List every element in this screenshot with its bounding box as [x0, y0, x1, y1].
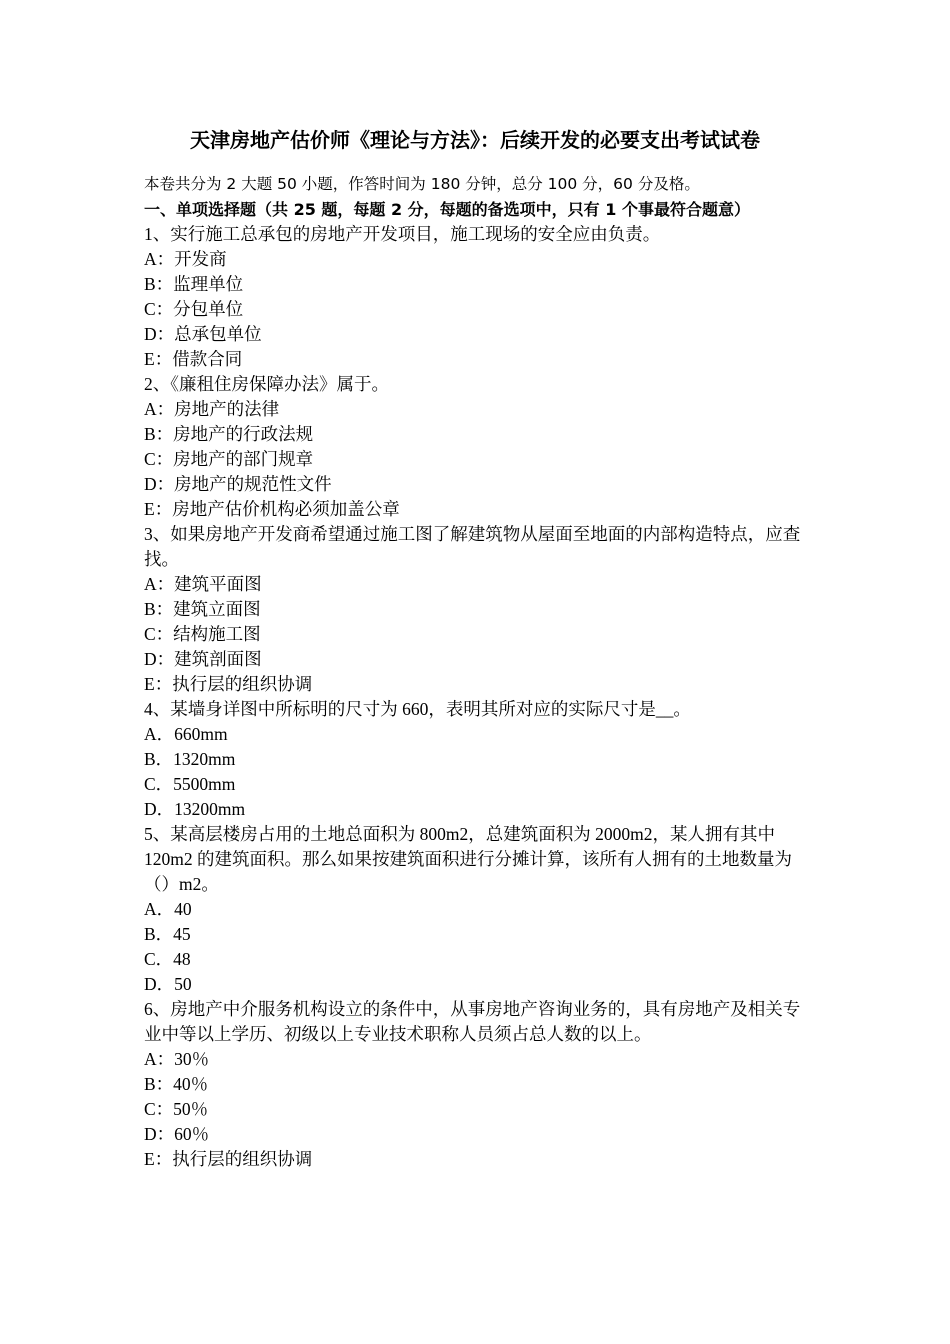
answer-option: C：房地产的部门规章: [144, 449, 314, 469]
answer-option: D．50: [144, 974, 192, 994]
question-stem: 2、《廉租住房保障办法》属于。: [144, 374, 389, 394]
answer-option: A：房地产的法律: [144, 399, 280, 419]
question-block: [144, 222, 812, 372]
section-heading: 一、单项选择题（共 25 题，每题 2 分，每题的备选项中，只有 1 个事最符合题意）: [144, 200, 750, 219]
question-stem: 4、某墙身详图中所标明的尺寸为 660，表明其所对应的实际尺寸是__。: [144, 699, 691, 719]
answer-option: B：40％: [144, 1074, 209, 1094]
question-stem: 3、如果房地产开发商希望通过施工图了解建筑物从屋面至地面的内部构造特点，应查找。: [144, 524, 801, 569]
answer-option: B：房地产的行政法规: [144, 424, 314, 444]
question-block: [144, 697, 812, 822]
answer-option: E：借款合同: [144, 349, 243, 369]
answer-option: A：30％: [144, 1049, 210, 1069]
answer-option: B：监理单位: [144, 274, 244, 294]
answer-option: D：建筑剖面图: [144, 649, 262, 669]
question-block: [144, 997, 812, 1172]
question-stem: 1、实行施工总承包的房地产开发项目，施工现场的安全应由负责。: [144, 224, 661, 244]
answer-option: C：结构施工图: [144, 624, 261, 644]
answer-option: A：建筑平面图: [144, 574, 262, 594]
answer-option: C．5500mm: [144, 774, 236, 794]
answer-option: C．48: [144, 949, 191, 969]
document-title: 天津房地产估价师《理论与方法》：后续开发的必要支出考试试卷: [190, 128, 760, 152]
answer-option: D．13200mm: [144, 799, 246, 819]
answer-option: D：房地产的规范性文件: [144, 474, 332, 494]
answer-option: E：执行层的组织协调: [144, 674, 313, 694]
question-block: [144, 372, 812, 522]
answer-option: E：房地产估价机构必须加盖公章: [144, 499, 400, 519]
answer-option: B：建筑立面图: [144, 599, 261, 619]
question-list: [144, 222, 812, 1172]
answer-option: B．1320mm: [144, 749, 236, 769]
answer-option: B．45: [144, 924, 191, 944]
answer-option: C：50％: [144, 1099, 209, 1119]
exam-instructions: 本卷共分为 2 大题 50 小题，作答时间为 180 分钟，总分 100 分，60 分及格。: [144, 175, 700, 193]
question-block: [144, 522, 812, 697]
answer-option: C：分包单位: [144, 299, 244, 319]
answer-option: D：60％: [144, 1124, 210, 1144]
question-stem: 5、某高层楼房占用的土地总面积为 800m2，总建筑面积为 2000m2，某人拥有其中 120m2 的建筑面积。那么如果按建筑面积进行分摊计算，该所有人拥有的土地数量为（）m2。: [144, 824, 792, 894]
answer-option: E：执行层的组织协调: [144, 1149, 313, 1169]
question-stem: 6、房地产中介服务机构设立的条件中，从事房地产咨询业务的，具有房地产及相关专业中等以上学历、初级以上专业技术职称人员须占总人数的以上。: [144, 999, 801, 1044]
document-body: [144, 172, 812, 1172]
answer-option: A．40: [144, 899, 192, 919]
question-block: [144, 822, 812, 997]
answer-option: A．660mm: [144, 724, 228, 744]
answer-option: A：开发商: [144, 249, 227, 269]
answer-option: D：总承包单位: [144, 324, 262, 344]
